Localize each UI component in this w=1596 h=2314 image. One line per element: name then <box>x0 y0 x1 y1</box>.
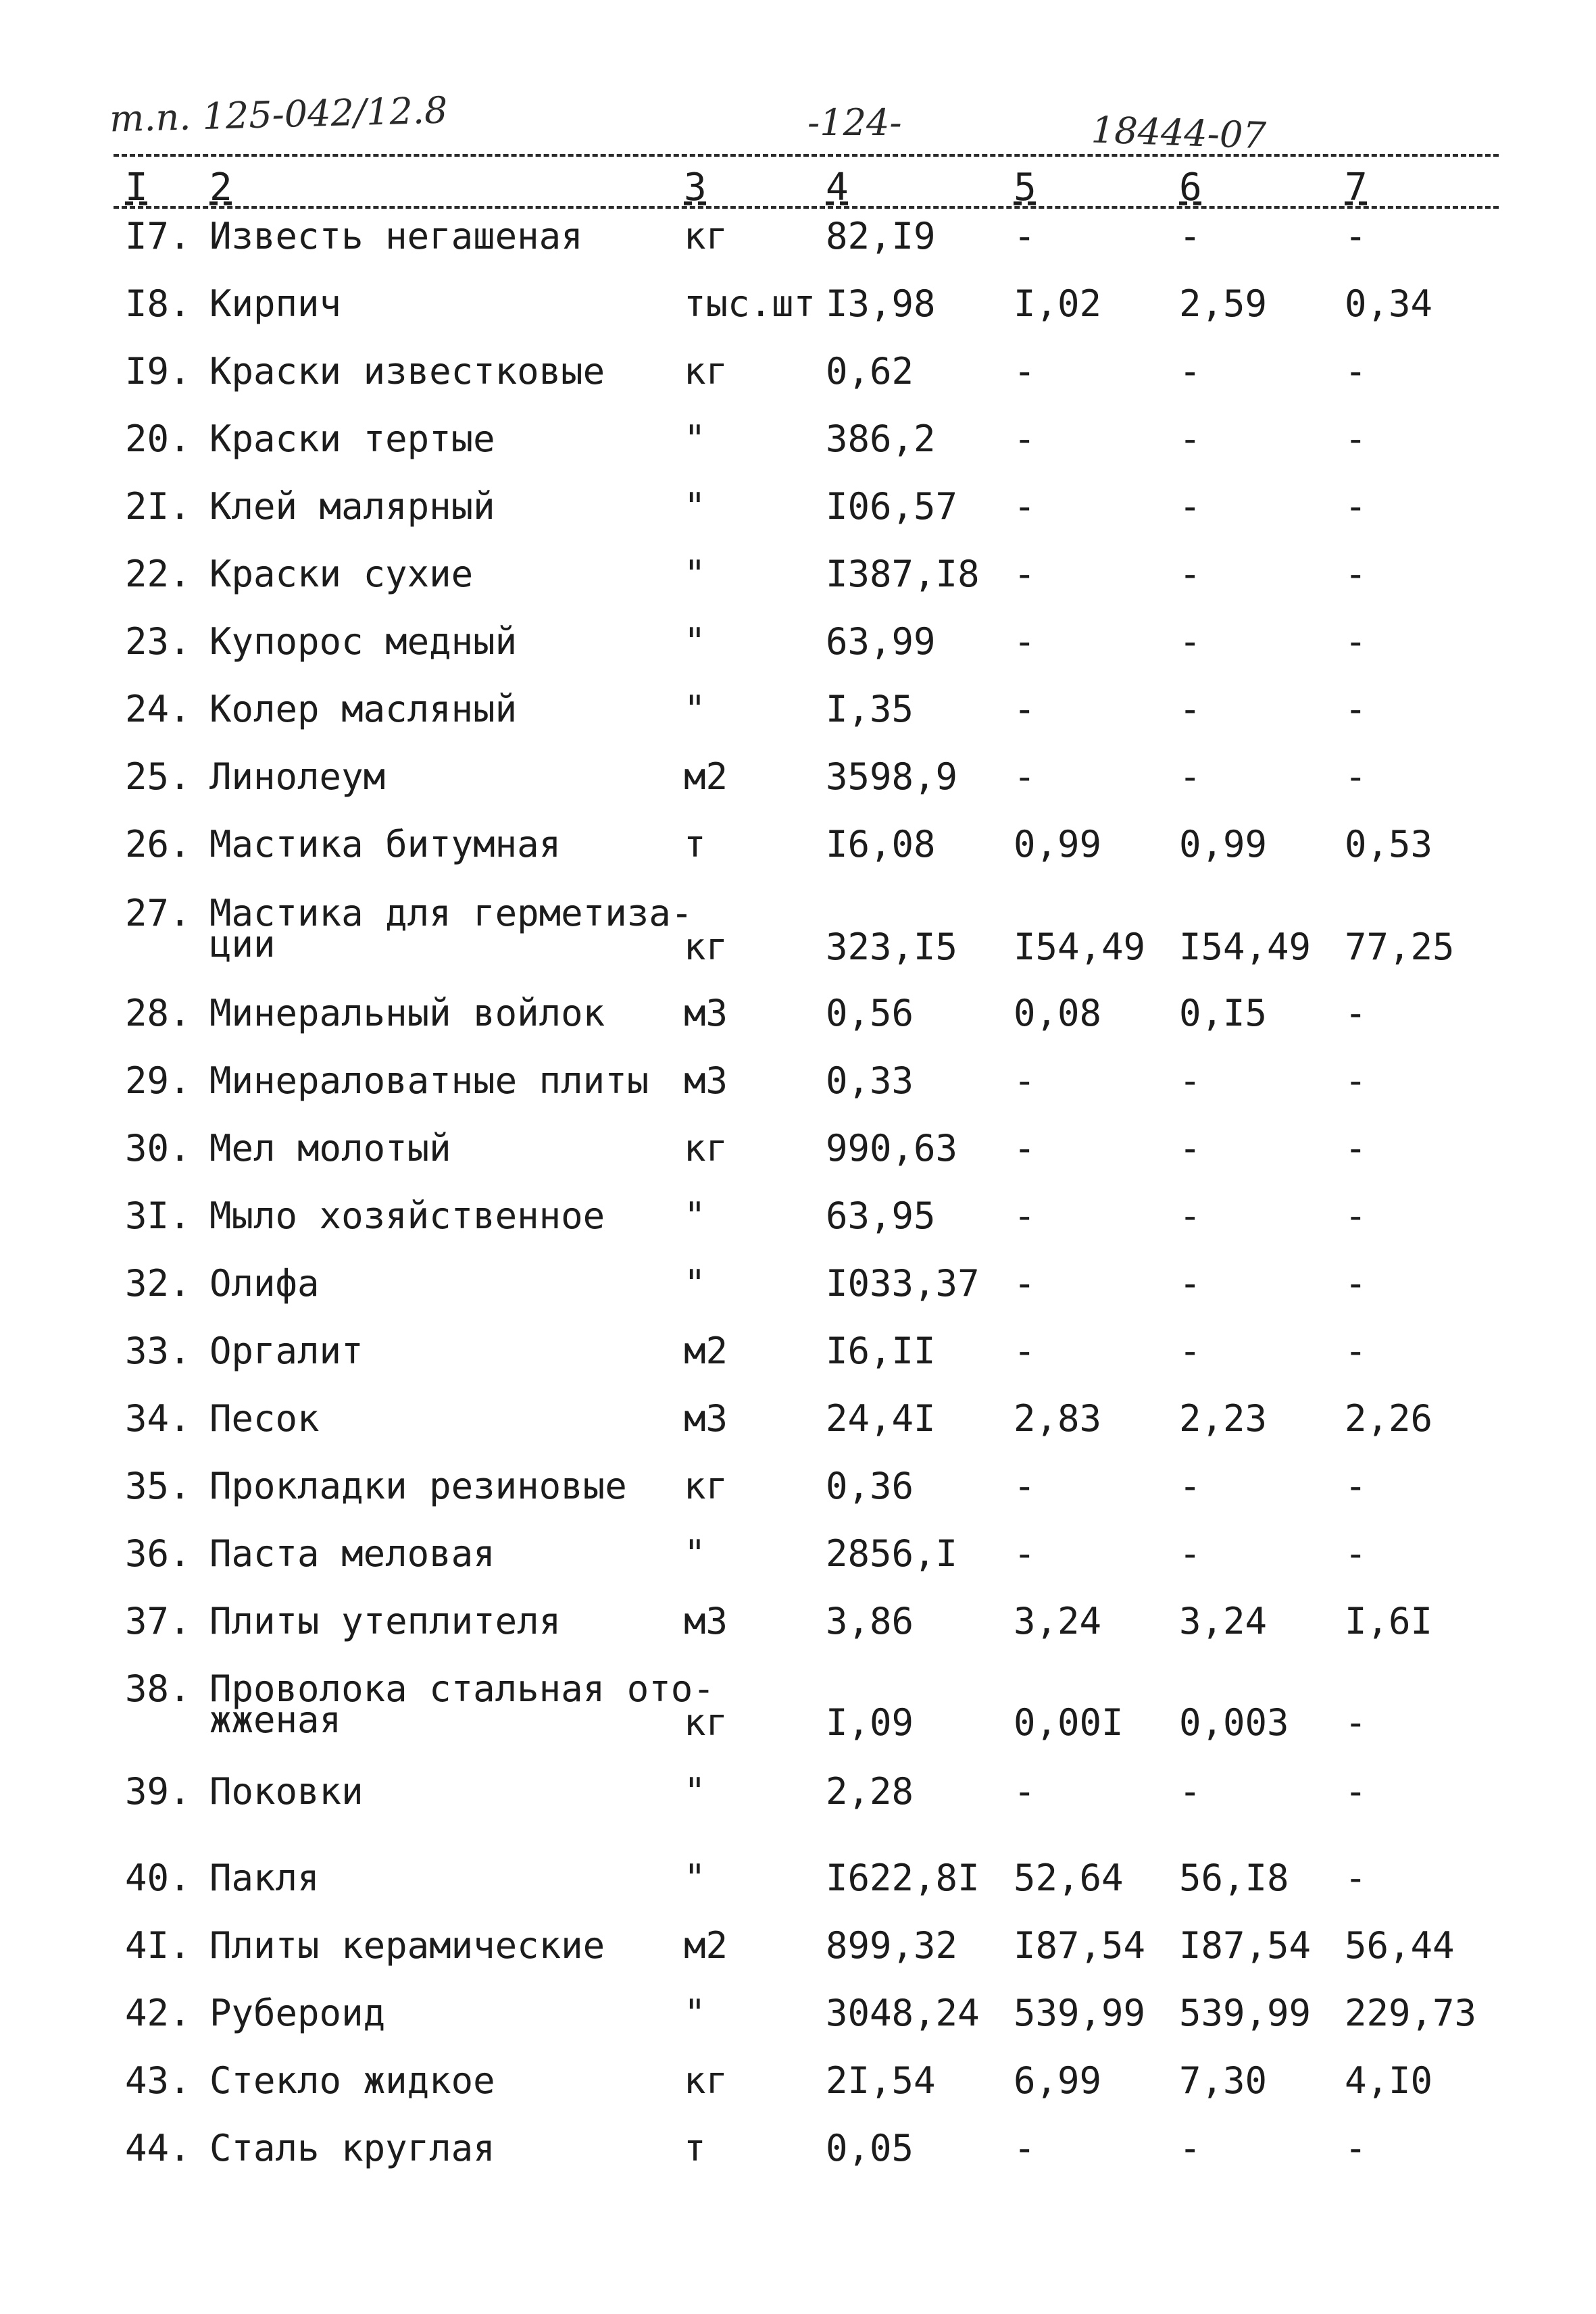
column-header-6: 6 <box>1179 166 1202 209</box>
column-header-2: 2 <box>209 166 232 209</box>
column-header-5: 5 <box>1014 166 1037 209</box>
value-col-4: I622,8I <box>826 1857 980 1899</box>
value-col-7: - <box>1345 1059 1367 1102</box>
value-col-4: 0,33 <box>826 1059 914 1102</box>
value-col-5: - <box>1014 215 1036 257</box>
value-col-5: I54,49 <box>1014 926 1146 968</box>
table-row <box>0 1857 1596 1924</box>
value-col-6: I87,54 <box>1179 1924 1312 1967</box>
unit-of-measure: " <box>684 485 706 528</box>
value-col-6: 0,99 <box>1179 823 1268 865</box>
table-row <box>0 1397 1596 1465</box>
material-name: Стекло жидкое <box>209 2059 495 2102</box>
page-number: -124- <box>807 101 902 144</box>
table-row <box>0 1127 1596 1194</box>
value-col-4: I06,57 <box>826 485 958 528</box>
value-col-7: - <box>1345 1770 1367 1813</box>
unit-of-measure: м3 <box>684 992 728 1034</box>
value-col-4: 323,I5 <box>826 926 958 968</box>
material-name: Мел молотый <box>209 1127 451 1169</box>
unit-of-measure: м2 <box>684 1924 728 1967</box>
document-code: т.п. 125-042/12.8 <box>109 89 449 141</box>
value-col-7: I,6I <box>1345 1600 1433 1642</box>
table-row <box>0 485 1596 553</box>
material-name: Минеральный войлок <box>209 992 605 1034</box>
value-col-5: 0,99 <box>1014 823 1102 865</box>
unit-of-measure: " <box>684 1194 706 1237</box>
value-col-4: 386,2 <box>826 418 936 460</box>
value-col-4: I033,37 <box>826 1262 980 1305</box>
material-name: Краски сухие <box>209 553 474 595</box>
row-number: 35. <box>125 1465 191 1507</box>
material-name: Линолеум <box>209 755 386 798</box>
column-header-7: 7 <box>1345 166 1368 209</box>
value-col-4: 2,28 <box>826 1770 914 1813</box>
column-header-4: 4 <box>826 166 849 209</box>
material-name: Купорос медный <box>209 620 518 663</box>
table-row <box>0 1262 1596 1330</box>
value-col-6: 7,30 <box>1179 2059 1268 2102</box>
table-row <box>0 823 1596 890</box>
value-col-5: - <box>1014 418 1036 460</box>
unit-of-measure: кг <box>684 1465 728 1507</box>
value-col-4: I6,II <box>826 1330 936 1372</box>
value-col-7: 2,26 <box>1345 1397 1433 1440</box>
material-name: Клей малярный <box>209 485 495 528</box>
material-name: Олифа <box>209 1262 320 1305</box>
row-number: 24. <box>125 688 191 730</box>
row-number: 27. <box>125 892 191 934</box>
value-col-4: 82,I9 <box>826 215 936 257</box>
value-col-7: - <box>1345 350 1367 393</box>
value-col-4: 3,86 <box>826 1600 914 1642</box>
unit-of-measure: " <box>684 1262 706 1305</box>
row-number: 33. <box>125 1330 191 1372</box>
row-number: 20. <box>125 418 191 460</box>
value-col-6: 539,99 <box>1179 1992 1312 2034</box>
table-row <box>0 1330 1596 1397</box>
row-number: 32. <box>125 1262 191 1305</box>
row-number: I7. <box>125 215 191 257</box>
value-col-7: 77,25 <box>1345 926 1455 968</box>
value-col-4: 63,99 <box>826 620 936 663</box>
material-name-continued: жженая <box>209 1699 342 1741</box>
value-col-7: - <box>1345 620 1367 663</box>
value-col-4: 63,95 <box>826 1194 936 1237</box>
value-col-6: - <box>1179 1059 1201 1102</box>
value-col-4: 0,62 <box>826 350 914 393</box>
value-col-6: - <box>1179 553 1201 595</box>
value-col-6: 0,I5 <box>1179 992 1268 1034</box>
value-col-7: - <box>1345 1701 1367 1744</box>
value-col-6: I54,49 <box>1179 926 1312 968</box>
value-col-5: I87,54 <box>1014 1924 1146 1967</box>
value-col-7: - <box>1345 418 1367 460</box>
row-number: 22. <box>125 553 191 595</box>
value-col-5: - <box>1014 688 1036 730</box>
material-name: Кирпич <box>209 282 342 325</box>
value-col-6: - <box>1179 1465 1201 1507</box>
value-col-4: 2856,I <box>826 1532 958 1575</box>
value-col-4: 990,63 <box>826 1127 958 1169</box>
row-number: 42. <box>125 1992 191 2034</box>
row-number: 44. <box>125 2127 191 2169</box>
row-number: 38. <box>125 1667 191 1710</box>
unit-of-measure: м2 <box>684 1330 728 1372</box>
value-col-6: - <box>1179 215 1201 257</box>
value-col-5: 0,08 <box>1014 992 1102 1034</box>
table-row <box>0 1924 1596 1992</box>
value-col-4: 2I,54 <box>826 2059 936 2102</box>
material-name: Песок <box>209 1397 320 1440</box>
row-number: 4I. <box>125 1924 191 1967</box>
material-name: Поковки <box>209 1770 364 1813</box>
unit-of-measure: кг <box>684 1701 728 1744</box>
value-col-6: - <box>1179 350 1201 393</box>
column-header-3: 3 <box>684 166 707 209</box>
material-name: Паста меловая <box>209 1532 495 1575</box>
value-col-6: - <box>1179 1330 1201 1372</box>
table-row <box>0 215 1596 282</box>
value-col-7: - <box>1345 1857 1367 1899</box>
unit-of-measure: т <box>684 823 706 865</box>
row-number: 37. <box>125 1600 191 1642</box>
value-col-7: - <box>1345 688 1367 730</box>
row-number: 36. <box>125 1532 191 1575</box>
material-name: Мастика для герметиза- <box>209 892 693 934</box>
value-col-6: 3,24 <box>1179 1600 1268 1642</box>
unit-of-measure: " <box>684 418 706 460</box>
value-col-6: - <box>1179 1532 1201 1575</box>
value-col-6: - <box>1179 1262 1201 1305</box>
value-col-5: - <box>1014 553 1036 595</box>
material-name: Проволока стальная ото- <box>209 1667 715 1710</box>
row-number: I8. <box>125 282 191 325</box>
unit-of-measure: " <box>684 620 706 663</box>
row-number: 2I. <box>125 485 191 528</box>
value-col-5: 0,00I <box>1014 1701 1124 1744</box>
value-col-6: - <box>1179 485 1201 528</box>
material-name: Краски известковые <box>209 350 605 393</box>
value-col-7: 229,73 <box>1345 1992 1477 2034</box>
table-row <box>0 1532 1596 1600</box>
value-col-4: I,35 <box>826 688 914 730</box>
value-col-5: - <box>1014 620 1036 663</box>
value-col-7: - <box>1345 1262 1367 1305</box>
table-row <box>0 350 1596 418</box>
unit-of-measure: кг <box>684 926 728 968</box>
value-col-7: - <box>1345 485 1367 528</box>
value-col-6: - <box>1179 688 1201 730</box>
value-col-6: - <box>1179 1770 1201 1813</box>
material-name: Оргалит <box>209 1330 364 1372</box>
table-row <box>0 755 1596 823</box>
value-col-4: 0,36 <box>826 1465 914 1507</box>
value-col-5: - <box>1014 755 1036 798</box>
document-number: 18444-07 <box>1090 108 1267 157</box>
value-col-4: 0,05 <box>826 2127 914 2169</box>
row-number: 34. <box>125 1397 191 1440</box>
table-row <box>0 620 1596 688</box>
table-row <box>0 688 1596 755</box>
material-name: Рубероид <box>209 1992 386 2034</box>
unit-of-measure: " <box>684 688 706 730</box>
unit-of-measure: кг <box>684 215 728 257</box>
material-name: Пакля <box>209 1857 320 1899</box>
row-number: 3I. <box>125 1194 191 1237</box>
table-row <box>0 1992 1596 2059</box>
unit-of-measure: тыс.шт <box>684 282 816 325</box>
value-col-4: 899,32 <box>826 1924 958 1967</box>
value-col-7: - <box>1345 215 1367 257</box>
row-number: 39. <box>125 1770 191 1813</box>
row-number: 26. <box>125 823 191 865</box>
header-divider-top <box>114 154 1499 157</box>
material-name: Колер масляный <box>209 688 518 730</box>
value-col-7: - <box>1345 1194 1367 1237</box>
value-col-4: 3598,9 <box>826 755 958 798</box>
value-col-5: - <box>1014 485 1036 528</box>
value-col-5: - <box>1014 2127 1036 2169</box>
unit-of-measure: м3 <box>684 1600 728 1642</box>
value-col-5: 3,24 <box>1014 1600 1102 1642</box>
material-name: Минераловатные плиты <box>209 1059 649 1102</box>
value-col-5: 52,64 <box>1014 1857 1124 1899</box>
value-col-5: - <box>1014 1330 1036 1372</box>
row-number: I9. <box>125 350 191 393</box>
value-col-6: - <box>1179 620 1201 663</box>
table-row <box>0 1194 1596 1262</box>
value-col-7: - <box>1345 1127 1367 1169</box>
value-col-7: 56,44 <box>1345 1924 1455 1967</box>
material-name: Известь негашеная <box>209 215 583 257</box>
material-name: Плиты утеплителя <box>209 1600 562 1642</box>
table-row <box>0 418 1596 485</box>
value-col-5: - <box>1014 350 1036 393</box>
value-col-5: - <box>1014 1465 1036 1507</box>
table-row <box>0 2059 1596 2127</box>
table-row <box>0 1770 1596 1838</box>
row-number: 40. <box>125 1857 191 1899</box>
material-name: Плиты керамические <box>209 1924 605 1967</box>
header-divider-bottom <box>114 206 1499 209</box>
value-col-5: - <box>1014 1532 1036 1575</box>
unit-of-measure: кг <box>684 2059 728 2102</box>
value-col-6: 56,I8 <box>1179 1857 1289 1899</box>
material-name: Мастика битумная <box>209 823 562 865</box>
value-col-5: - <box>1014 1262 1036 1305</box>
unit-of-measure: м2 <box>684 755 728 798</box>
row-number: 43. <box>125 2059 191 2102</box>
row-number: 25. <box>125 755 191 798</box>
unit-of-measure: " <box>684 1770 706 1813</box>
unit-of-measure: кг <box>684 1127 728 1169</box>
value-col-7: 4,I0 <box>1345 2059 1433 2102</box>
row-number: 28. <box>125 992 191 1034</box>
value-col-4: I387,I8 <box>826 553 980 595</box>
value-col-7: 0,53 <box>1345 823 1433 865</box>
unit-of-measure: м3 <box>684 1059 728 1102</box>
value-col-5: 6,99 <box>1014 2059 1102 2102</box>
column-header-row <box>0 166 1596 209</box>
table-row <box>0 1600 1596 1667</box>
unit-of-measure: " <box>684 553 706 595</box>
material-name: Сталь круглая <box>209 2127 495 2169</box>
value-col-4: 0,56 <box>826 992 914 1034</box>
material-name-continued: ции <box>209 923 276 965</box>
value-col-5: I,02 <box>1014 282 1102 325</box>
value-col-4: 24,4I <box>826 1397 936 1440</box>
row-number: 23. <box>125 620 191 663</box>
value-col-7: - <box>1345 1465 1367 1507</box>
table-row <box>0 282 1596 350</box>
table-row <box>0 892 1596 968</box>
value-col-7: 0,34 <box>1345 282 1433 325</box>
value-col-7: - <box>1345 2127 1367 2169</box>
value-col-5: - <box>1014 1770 1036 1813</box>
value-col-5: - <box>1014 1194 1036 1237</box>
value-col-6: - <box>1179 2127 1201 2169</box>
value-col-4: I,09 <box>826 1701 914 1744</box>
unit-of-measure: т <box>684 2127 706 2169</box>
value-col-6: 2,59 <box>1179 282 1268 325</box>
table-row <box>0 992 1596 1059</box>
unit-of-measure: м3 <box>684 1397 728 1440</box>
table-row <box>0 553 1596 620</box>
value-col-6: - <box>1179 1194 1201 1237</box>
value-col-6: - <box>1179 755 1201 798</box>
value-col-7: - <box>1345 553 1367 595</box>
unit-of-measure: кг <box>684 350 728 393</box>
value-col-7: - <box>1345 992 1367 1034</box>
material-name: Краски тертые <box>209 418 495 460</box>
value-col-6: - <box>1179 1127 1201 1169</box>
value-col-6: 2,23 <box>1179 1397 1268 1440</box>
row-number: 30. <box>125 1127 191 1169</box>
table-row <box>0 2127 1596 2194</box>
unit-of-measure: " <box>684 1857 706 1899</box>
value-col-7: - <box>1345 1532 1367 1575</box>
unit-of-measure: " <box>684 1532 706 1575</box>
unit-of-measure: " <box>684 1992 706 2034</box>
table-row <box>0 1465 1596 1532</box>
value-col-4: I3,98 <box>826 282 936 325</box>
column-header-1: I <box>125 166 148 209</box>
value-col-7: - <box>1345 1330 1367 1372</box>
table-row <box>0 1059 1596 1127</box>
material-name: Прокладки резиновые <box>209 1465 627 1507</box>
value-col-4: 3048,24 <box>826 1992 980 2034</box>
value-col-4: I6,08 <box>826 823 936 865</box>
value-col-5: 539,99 <box>1014 1992 1146 2034</box>
material-name: Мыло хозяйственное <box>209 1194 605 1237</box>
value-col-6: 0,003 <box>1179 1701 1289 1744</box>
value-col-7: - <box>1345 755 1367 798</box>
value-col-5: - <box>1014 1059 1036 1102</box>
value-col-6: - <box>1179 418 1201 460</box>
row-number: 29. <box>125 1059 191 1102</box>
table-row <box>0 1667 1596 1744</box>
value-col-5: - <box>1014 1127 1036 1169</box>
value-col-5: 2,83 <box>1014 1397 1102 1440</box>
